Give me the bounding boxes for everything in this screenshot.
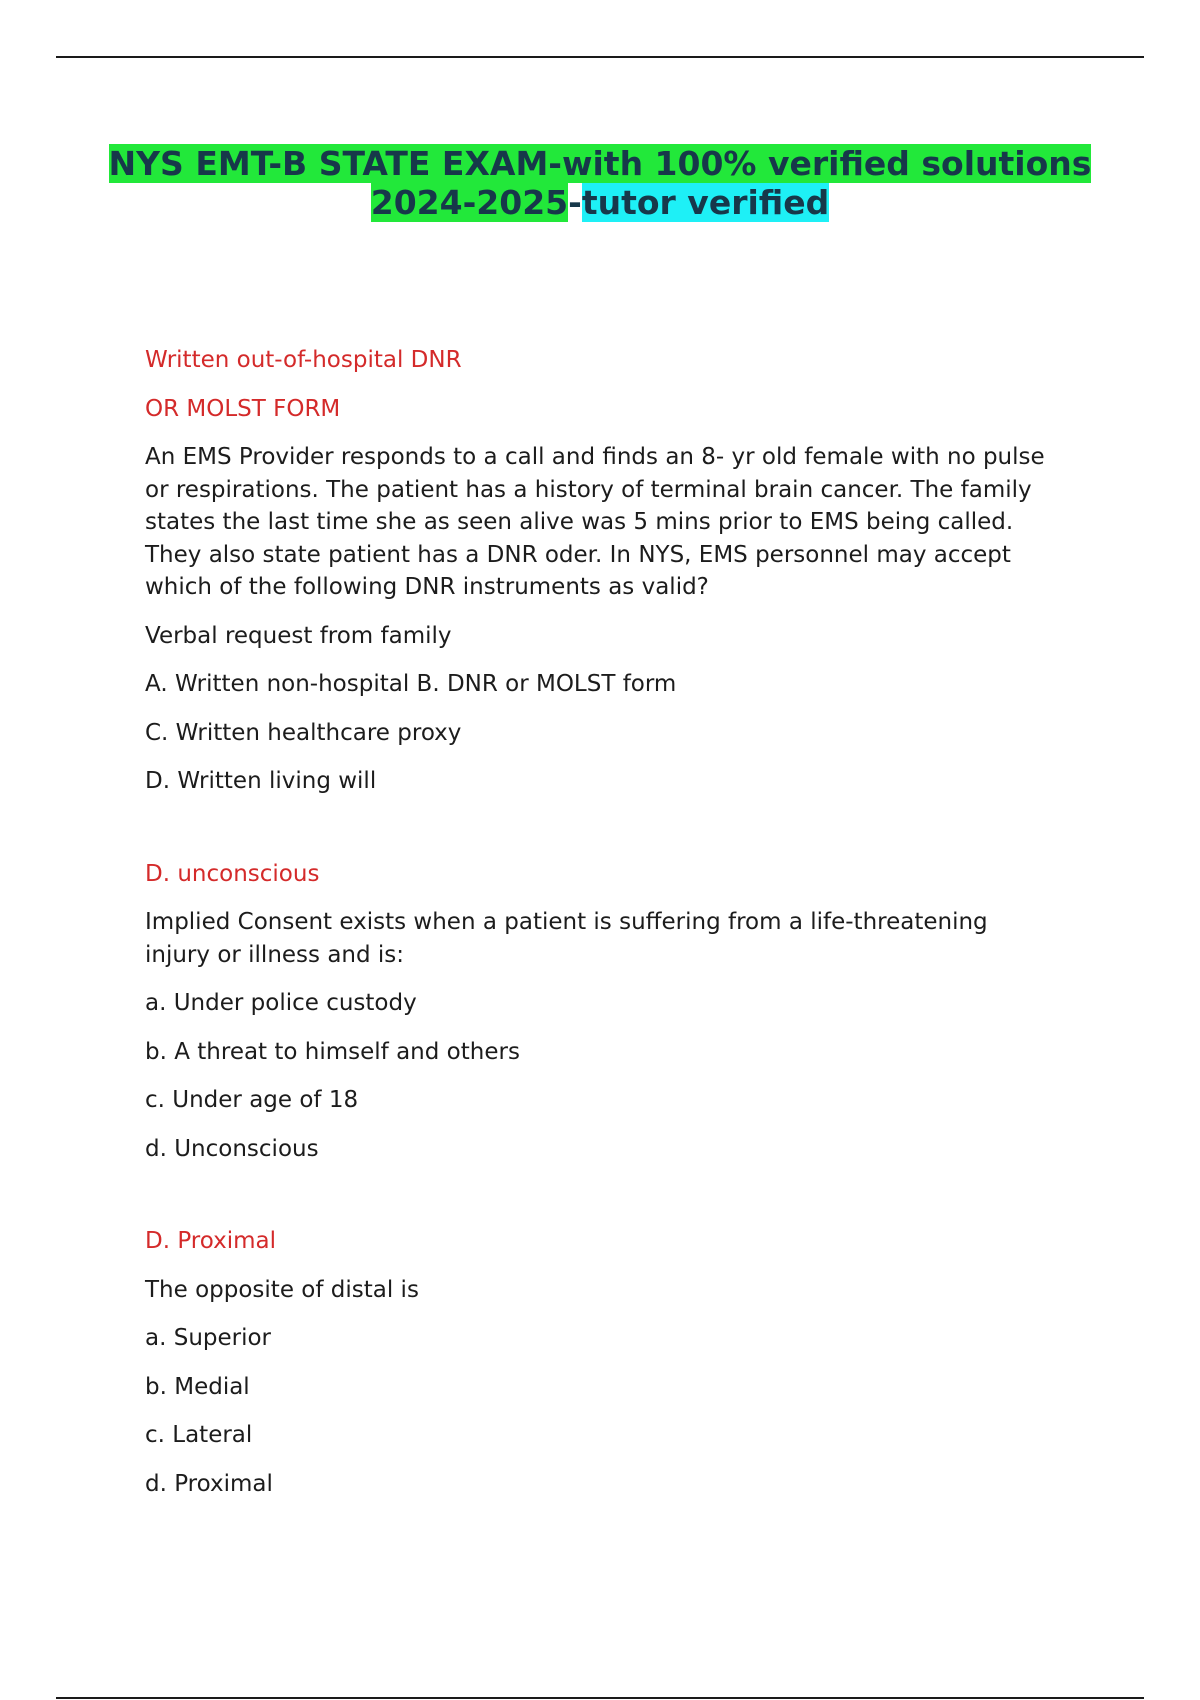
q2-option: b. A threat to himself and others [145,1038,520,1065]
q3-option: b. Medial [145,1373,250,1400]
q3-option: d. Proximal [145,1470,273,1497]
top-rule [56,56,1144,58]
q2-answer: D. unconscious [145,860,320,887]
q2-option: d. Unconscious [145,1135,319,1162]
q3-option: a. Superior [145,1325,272,1351]
q1-option: Verbal request from family [145,622,452,649]
title-highlight-cyan: tutor verified [581,183,830,222]
document-title [100,144,1100,222]
q2-option: c. Under age of 18 [145,1087,359,1113]
document-body [145,344,1045,1516]
q1-answer-line1: Written out-of-hospital DNR [145,347,462,373]
spacer [145,814,1045,858]
q3-answer: D. Proximal [145,1228,277,1254]
q2-question: Implied Consent exists when a patient is suffering from a life-threatening injury or illness and is: [145,909,988,968]
title-highlight-green: NYS EMT-B STATE EXAM-with 100% verified solutions 2024-2025 [108,144,1092,222]
q1-answer-line2: OR MOLST FORM [145,395,341,422]
q1-option: C. Written healthcare proxy [145,719,462,746]
q1-option: D. Written living will [145,768,377,794]
q3-option: c. Lateral [145,1422,253,1448]
q1-option: A. Written non-hospital B. DNR or MOLST form [145,671,677,697]
q1-question: An EMS Provider responds to a call and finds an 8- yr old female with no pulse or respirations. The patient has a history of terminal brain cancer. The family states the last time she as seen alive was 5 mins prior to EMS being called. They also state patient has a DNR oder. In NYS, EMS personnel may accept which of the following DNR instruments as valid? [145,444,1045,600]
q2-option: a. Under police custody [145,990,417,1016]
spacer [145,1181,1045,1225]
bottom-rule [56,1697,1144,1699]
title-dash: - [568,183,582,222]
q3-question: The opposite of distal is [145,1276,419,1303]
